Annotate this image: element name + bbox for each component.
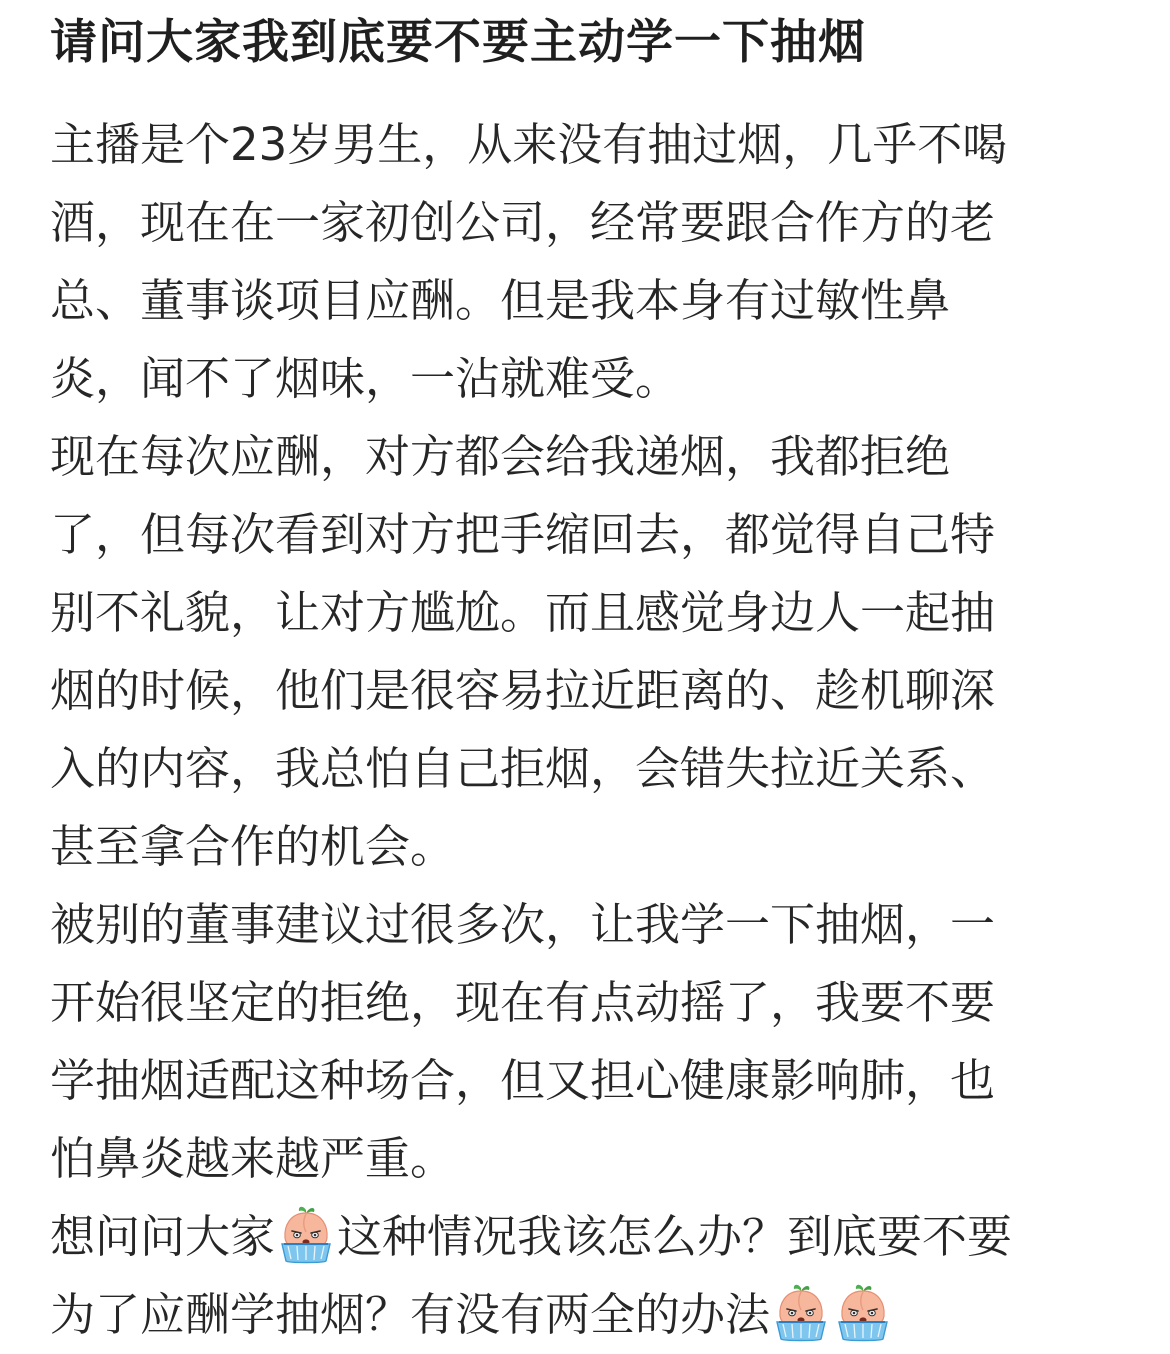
body-line-4: 炎，闻不了烟味，一沾就难受。 [50,352,681,405]
body-line-12: 开始很坚定的拒绝，现在有点动摇了，我要不要 [50,976,996,1029]
crying-peach-emoji-icon [771,1282,831,1342]
body-line-15-start: 想问问大家 [50,1210,276,1263]
post-container [50,0,1110,1354]
body-line-8: 烟的时候，他们是很容易拉近距离的、趁机聊深 [50,664,996,717]
body-line-15 [50,1198,1110,1276]
body-line-11: 被别的董事建议过很多次，让我学一下抽烟，一 [50,898,996,951]
body-line-2: 酒，现在在一家初创公司，经常要跟合作方的老 [50,196,996,249]
body-line-16 [50,1276,1110,1354]
crying-peach-emoji-icon [276,1204,336,1264]
body-line-10: 甚至拿合作的机会。 [50,820,456,873]
body-line-14: 怕鼻炎越来越严重。 [50,1132,456,1185]
body-line-5: 现在每次应酬，对方都会给我递烟，我都拒绝 [50,430,951,483]
body-line-7: 别不礼貌，让对方尴尬。而且感觉身边人一起抽 [50,586,996,639]
body-line-15-end: 这种情况我该怎么办？到底要不要 [337,1210,1013,1263]
body-line-13: 学抽烟适配这种场合，但又担心健康影响肺，也 [50,1054,996,1107]
post-title: 请问大家我到底要不要主动学一下抽烟 [50,15,866,70]
body-line-3: 总、董事谈项目应酬。但是我本身有过敏性鼻 [50,274,951,327]
body-line-9: 入的内容，我总怕自己拒烟，会错失拉近关系、 [50,742,996,795]
post-body [50,106,1110,1354]
body-line-16-text: 为了应酬学抽烟？有没有两全的办法 [50,1288,771,1341]
crying-peach-emoji-icon [833,1282,893,1342]
body-line-1: 主播是个23岁男生，从来没有抽过烟，几乎不喝 [50,118,1008,171]
body-line-6: 了，但每次看到对方把手缩回去，都觉得自己特 [50,508,996,561]
